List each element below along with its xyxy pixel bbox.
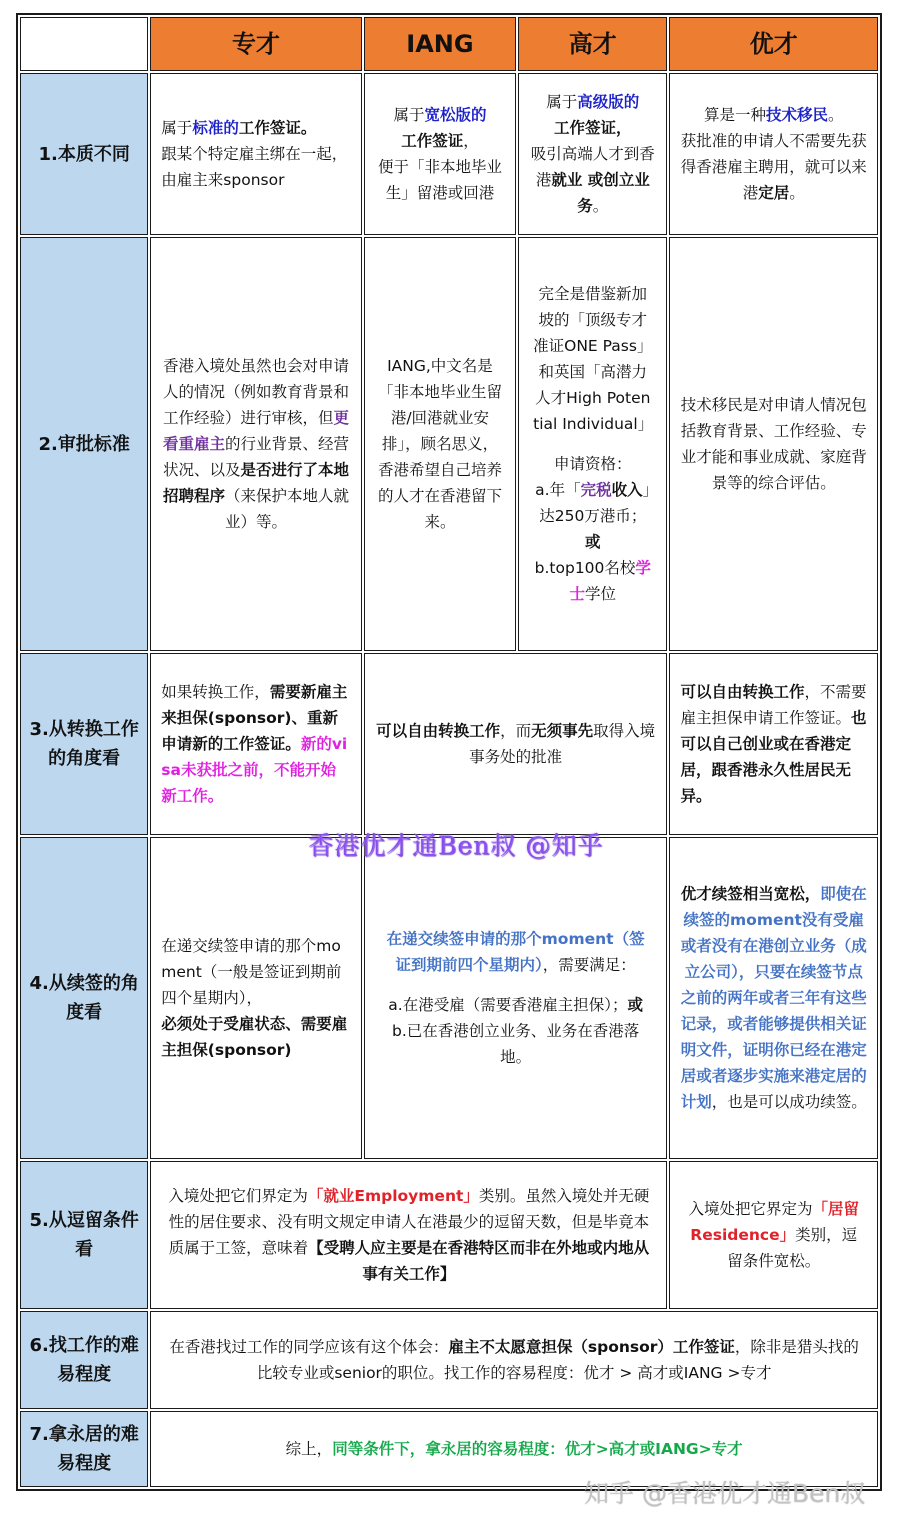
comparison-table xyxy=(16,13,882,1491)
table-row xyxy=(20,1311,878,1409)
row-label: 1.本质不同 xyxy=(20,73,148,235)
cell-youcai: 优才续签相当宽松，即使在续签的moment没有受雇或者没有在港创立业务（成立公司），只要在续签节点之前的两年或者三年有这些记录，或者能够提供相关证明文件，证明你已经在港定居或者逐步实施来港定居的计划，也是可以成功续签。 xyxy=(669,837,878,1159)
corner-cell xyxy=(20,17,148,71)
row-label: 7.拿永居的难易程度 xyxy=(20,1411,148,1487)
col-header-youcai: 优才 xyxy=(669,17,878,71)
table-row xyxy=(20,1161,878,1309)
cell-iang-gaocai-merged: 可以自由转换工作，而无须事先取得入境事务处的批准 xyxy=(364,653,668,835)
header-row xyxy=(20,17,878,71)
cell-iang: IANG,中文名是「非本地毕业生留港/回港就业安排」，顾名思义，香港希望自己培养的人才在香港留下来。 xyxy=(364,237,516,651)
cell-gaocai: 完全是借鉴新加坡的「顶级专才准证ONE Pass」和英国「高潜力人才High Potential Individual」 申请资格： a.年「完税收入」达250万港币；或 b.top100名校学士学位 xyxy=(518,237,667,651)
cell-zhuancai: 在递交续签申请的那个moment（一般是签证到期前四个星期内）， 必须处于受雇状态、需要雇主担保(sponsor) xyxy=(150,837,361,1159)
cell-zhuancai: 如果转换工作，需要新雇主来担保(sponsor)、重新申请新的工作签证。新的visa未获批之前，不能开始新工作。 xyxy=(150,653,361,835)
cell-zhuancai-iang-gaocai-merged: 入境处把它们界定为「就业Employment」类别。虽然入境处并无硬性的居住要求、没有明文规定申请人在港最少的逗留天数，但是毕竟本质属于工签，意味着【受聘人应主要是在香港特区而非在外地或内地从事有关工作】 xyxy=(150,1161,667,1309)
watermark-center: 香港优才通Ben叔 @知乎 xyxy=(308,831,604,860)
cell-all-merged: 在香港找过工作的同学应该有这个体会：雇主不太愿意担保（sponsor）工作签证，除非是猎头找的比较专业或senior的职位。找工作的容易程度：优才 > 高才或IANG >专才 xyxy=(150,1311,878,1409)
cell-iang-gaocai-merged: 在递交续签申请的那个moment（签证到期前四个星期内），需要满足： a.在港受雇（需要香港雇主担保）；或 b.已在香港创立业务、业务在香港落地。 xyxy=(364,837,668,1159)
table-row xyxy=(20,837,878,1159)
cell-youcai: 算是一种技术移民。 获批准的申请人不需要先获得香港雇主聘用，就可以来港定居。 xyxy=(669,73,878,235)
row-label: 2.审批标准 xyxy=(20,237,148,651)
cell-youcai: 入境处把它界定为「居留Residence」类别，逗留条件宽松。 xyxy=(669,1161,878,1309)
cell-all-merged: 综上，同等条件下，拿永居的容易程度：优才>高才或IANG>专才 xyxy=(150,1411,878,1487)
row-label: 4.从续签的角度看 xyxy=(20,837,148,1159)
cell-zhuancai: 香港入境处虽然也会对申请人的情况（例如教育背景和工作经验）进行审核，但更看重雇主的行业背景、经营状况、以及是否进行了本地招聘程序（来保护本地人就业）等。 xyxy=(150,237,361,651)
col-header-zhuancai: 专才 xyxy=(150,17,361,71)
table-row xyxy=(20,73,878,235)
cell-zhuancai: 属于标准的工作签证。 跟某个特定雇主绑在一起，由雇主来sponsor xyxy=(150,73,361,235)
cell-youcai: 技术移民是对申请人情况包括教育背景、工作经验、专业才能和事业成就、家庭背景等的综合评估。 xyxy=(669,237,878,651)
col-header-iang: IANG xyxy=(364,17,516,71)
cell-gaocai: 属于高级版的 工作签证， 吸引高端人才到香港就业 或创立业务。 xyxy=(518,73,667,235)
table-row xyxy=(20,237,878,651)
table-row xyxy=(20,653,878,835)
cell-iang: 属于宽松版的 工作签证， 便于「非本地毕业生」留港或回港 xyxy=(364,73,516,235)
row-label: 6.找工作的难易程度 xyxy=(20,1311,148,1409)
cell-youcai: 可以自由转换工作，不需要雇主担保申请工作签证。也可以自己创业或在香港定居，跟香港永久性居民无异。 xyxy=(669,653,878,835)
row-label: 3.从转换工作的角度看 xyxy=(20,653,148,835)
watermark-bottom-right: 知乎 @香港优才通Ben叔 xyxy=(584,1479,866,1508)
col-header-gaocai: 高才 xyxy=(518,17,667,71)
row-label: 5.从逗留条件看 xyxy=(20,1161,148,1309)
